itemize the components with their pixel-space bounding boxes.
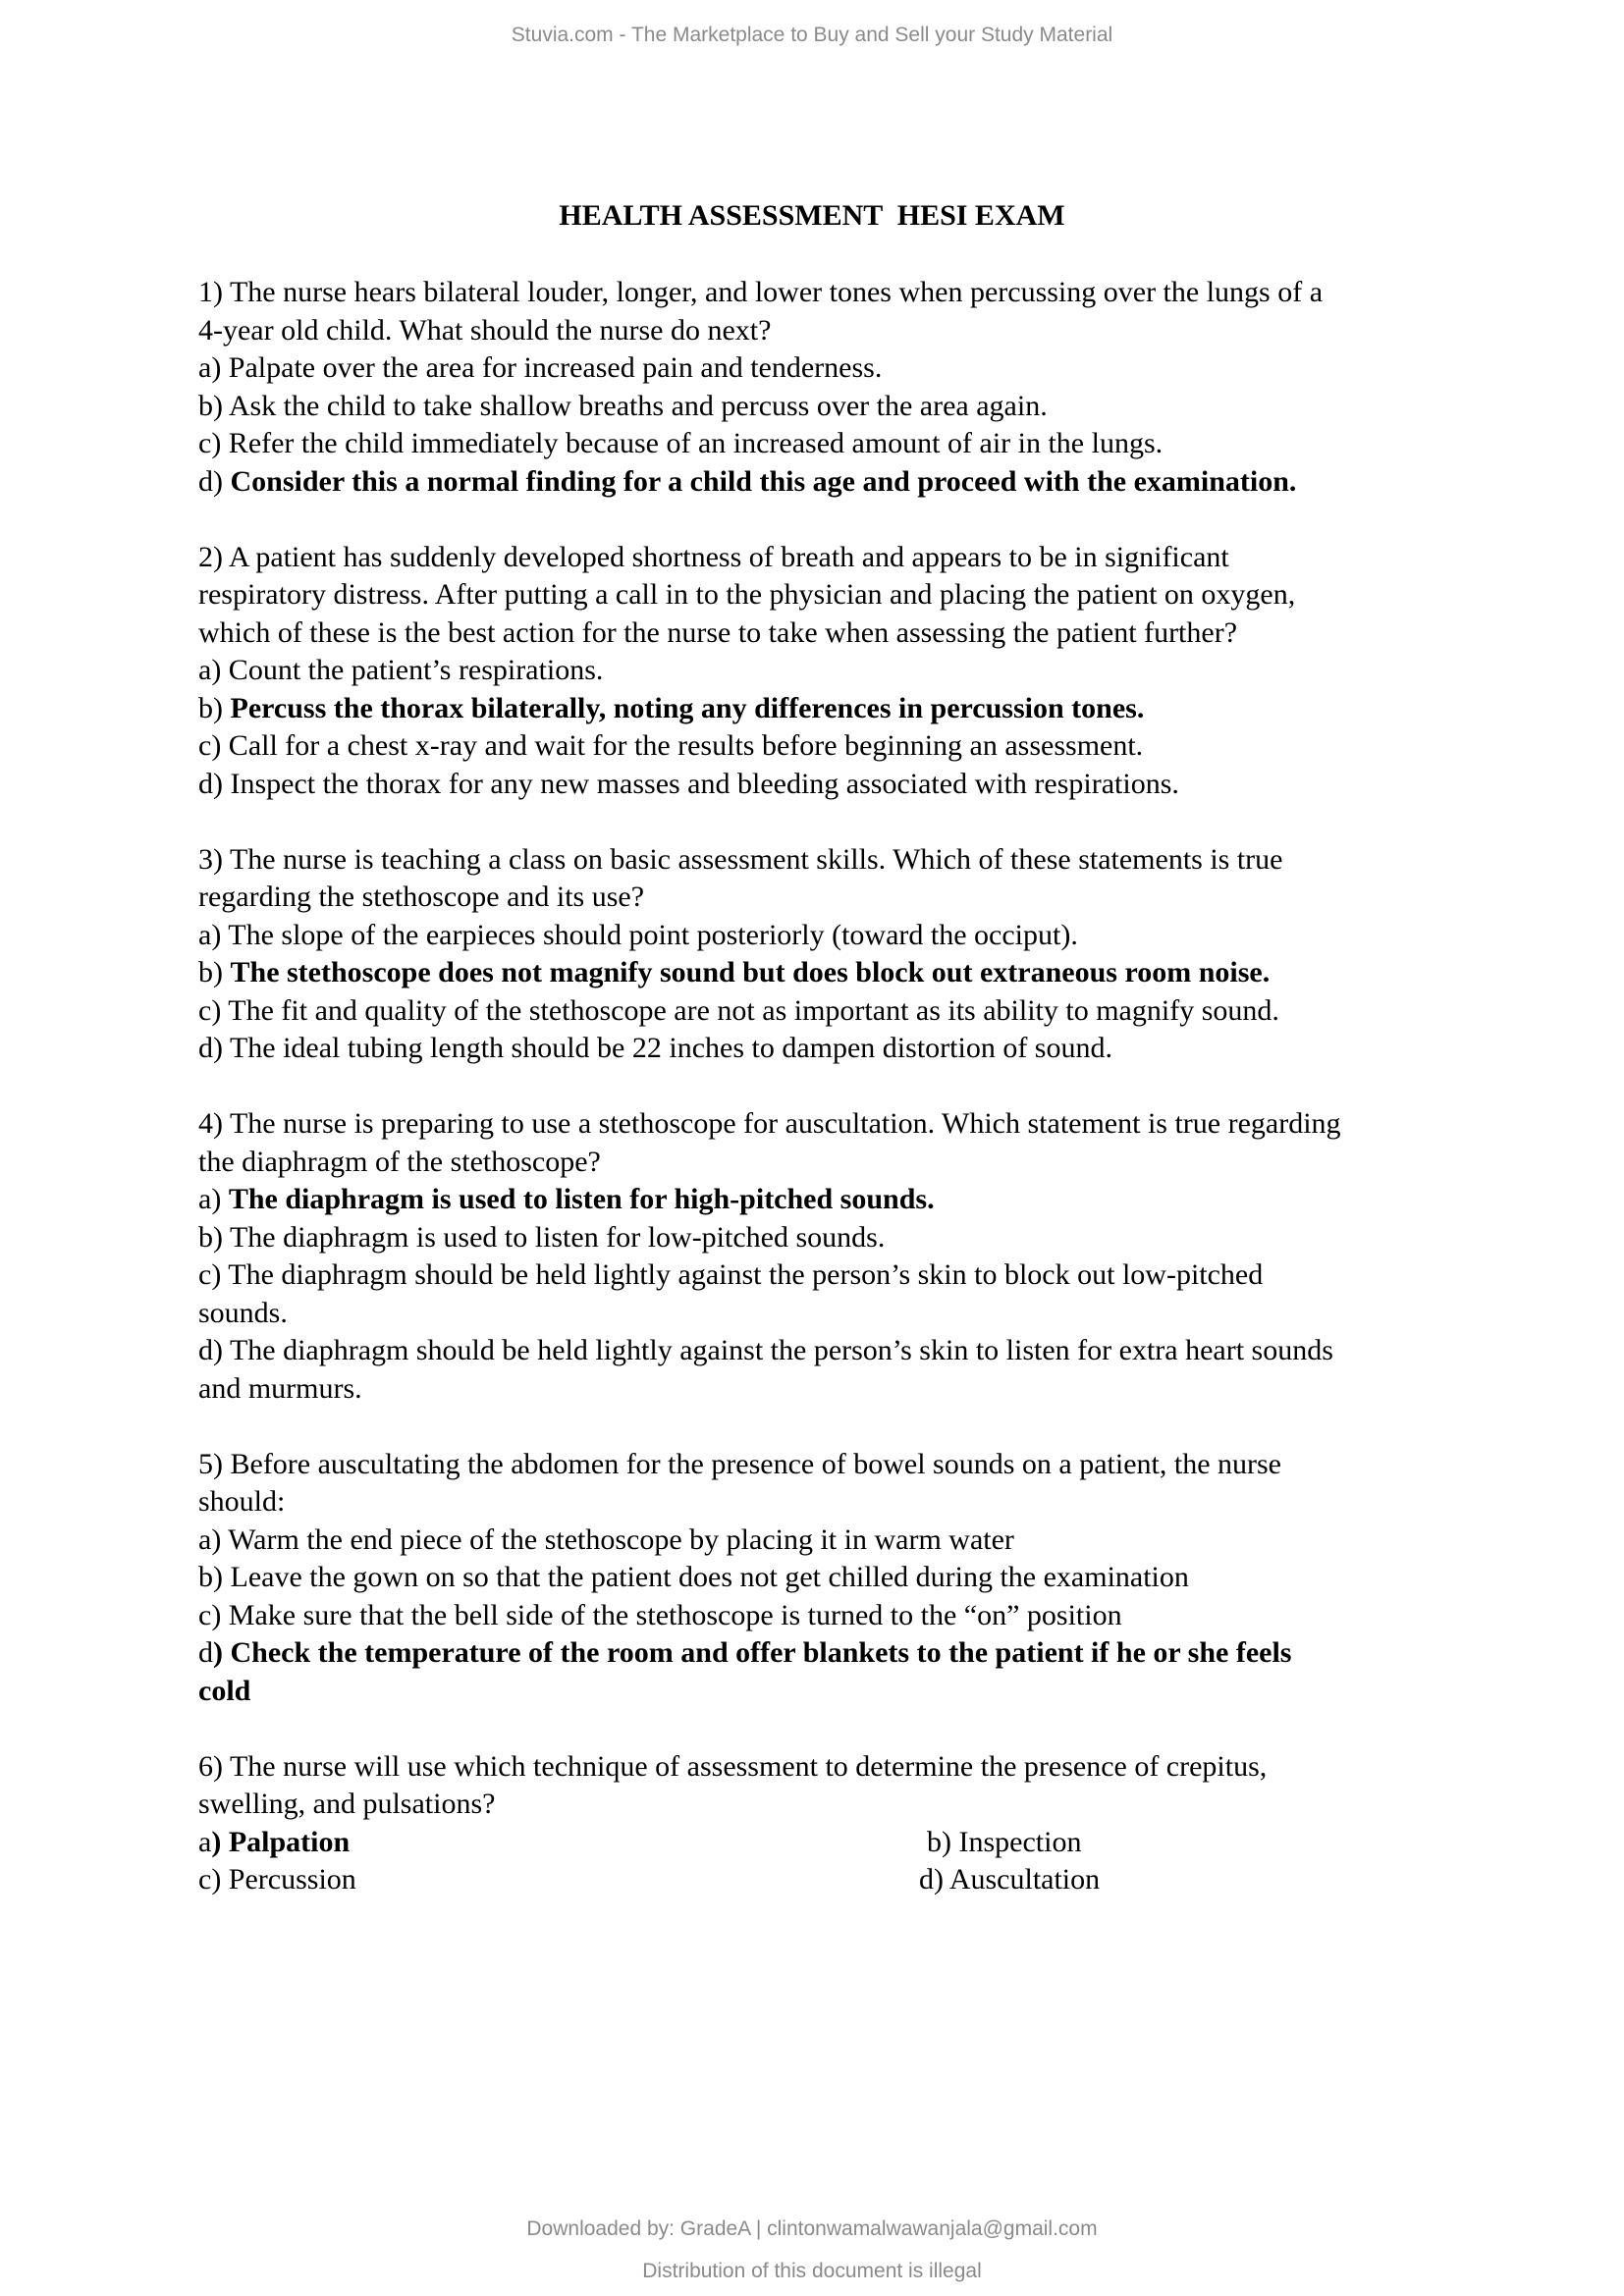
option-label: b): [198, 691, 231, 724]
option-a: a) Palpate over the area for increased pain and tenderness.: [198, 351, 883, 384]
option-c: c) Make sure that the bell side of the stethoscope is turned to the “on” position: [198, 1598, 1122, 1631]
option-d: d) The diaphragm should be held lightly against the person’s skin to listen for extra heart sounds: [198, 1334, 1333, 1366]
option-b-correct: [198, 954, 1494, 992]
correct-answer: Percuss the thorax bilaterally, noting any differences in percussion tones.: [230, 691, 1145, 724]
question-5: [198, 1446, 1494, 1711]
option-d: d) Auscultation: [919, 1863, 1101, 1896]
option-a-correct: [198, 1181, 1494, 1219]
option-label: d: [198, 1636, 213, 1669]
question-stem: 2) A patient has suddenly developed shortness of breath and appears to be in significant: [198, 540, 1229, 573]
question-stem: which of these is the best action for the nurse to take when assessing the patient further?: [198, 615, 1238, 649]
correct-answer: ) Check the temperature of the room and offer blankets to the patient if he or she feels: [213, 1636, 1292, 1669]
option-d-continued: [198, 1673, 1494, 1711]
option-a: a) Warm the end piece of the stethoscope by placing it in warm water: [198, 1522, 1014, 1556]
options-row: [198, 1861, 1494, 1899]
correct-answer: The stethoscope does not magnify sound but does block out extraneous room noise.: [230, 956, 1271, 988]
option-c-continued: sounds.: [198, 1296, 288, 1329]
question-stem: 5) Before auscultating the abdomen for the presence of bowel sounds on a patient, the nurse: [198, 1447, 1281, 1480]
option-d-correct: [198, 463, 1494, 502]
option-d-correct: [198, 1634, 1494, 1673]
question-stem: 4-year old child. What should the nurse do next?: [198, 313, 772, 347]
option-c: c) The diaphragm should be held lightly against the person’s skin to block out low-pitched: [198, 1258, 1264, 1291]
question-stem: the diaphragm of the stethoscope?: [198, 1145, 601, 1178]
option-d-continued: and murmurs.: [198, 1371, 362, 1405]
correct-answer: cold: [198, 1674, 251, 1707]
option-d: d) The ideal tubing length should be 22 inches to dampen distortion of sound.: [198, 1032, 1112, 1064]
option-b: b) Ask the child to take shallow breaths and percuss over the area again.: [198, 389, 1048, 422]
question-stem: 4) The nurse is preparing to use a stethoscope for auscultation. Which statement is true regarding: [198, 1107, 1341, 1140]
question-stem: swelling, and pulsations?: [198, 1788, 496, 1820]
option-c: c) Refer the child immediately because of an increased amount of air in the lungs.: [198, 427, 1164, 459]
option-b: b) The diaphragm is used to listen for low-pitched sounds.: [198, 1220, 886, 1254]
question-stem: 6) The nurse will use which technique of assessment to determine the presence of crepitus,: [198, 1749, 1268, 1783]
option-c: c) Percussion: [198, 1863, 356, 1896]
question-3: [198, 841, 1494, 1068]
question-stem: regarding the stethoscope and its use?: [198, 881, 645, 913]
question-list: [198, 274, 1494, 1899]
option-d: d) Inspect the thorax for any new masses and bleeding associated with respirations.: [198, 767, 1179, 800]
question-6: [198, 1748, 1494, 1899]
question-stem: should:: [198, 1485, 286, 1518]
question-4: [198, 1105, 1494, 1408]
option-b-correct: [198, 690, 1494, 728]
option-label: d): [198, 464, 231, 498]
option-b: b) Inspection: [927, 1825, 1082, 1858]
footer-distribution-notice: Distribution of this document is illegal: [642, 2260, 982, 2282]
document-title: HEALTH ASSESSMENT HESI EXAM: [559, 199, 1065, 232]
page-header-watermark: Stuvia.com - The Marketplace to Buy and Sell your Study Material: [511, 24, 1113, 46]
correct-answer: The diaphragm is used to listen for high-pitched sounds.: [228, 1183, 935, 1215]
question-2: [198, 539, 1494, 804]
option-c: c) Call for a chest x-ray and wait for the results before beginning an assessment.: [198, 729, 1144, 762]
option-a: a) The slope of the earpieces should point posteriorly (toward the occiput).: [198, 918, 1078, 951]
correct-answer: ) Palpation: [211, 1825, 351, 1858]
correct-answer: Consider this a normal finding for a child this age and proceed with the examination.: [230, 464, 1297, 498]
option-b: b) Leave the gown on so that the patient does not get chilled during the examination: [198, 1561, 1189, 1593]
question-1: [198, 274, 1494, 501]
footer-downloaded-by: Downloaded by: GradeA | clintonwamalwawanjala@gmail.com: [526, 2217, 1098, 2240]
question-stem: 1) The nurse hears bilateral louder, longer, and lower tones when percussing over the lungs of a: [198, 276, 1324, 308]
option-label: b): [198, 956, 231, 988]
option-c: c) The fit and quality of the stethoscope are not as important as its ability to magnify sound.: [198, 993, 1279, 1027]
option-label: a: [198, 1825, 212, 1858]
options-row: [198, 1824, 1494, 1862]
option-a: a) Count the patient’s respirations.: [198, 654, 604, 686]
question-stem: 3) The nurse is teaching a class on basic assessment skills. Which of these statements is true: [198, 842, 1283, 876]
option-a-correct: [198, 1826, 350, 1858]
question-stem: respiratory distress. After putting a call in to the physician and placing the patient on oxygen,: [198, 578, 1296, 611]
option-label: a): [198, 1183, 229, 1215]
